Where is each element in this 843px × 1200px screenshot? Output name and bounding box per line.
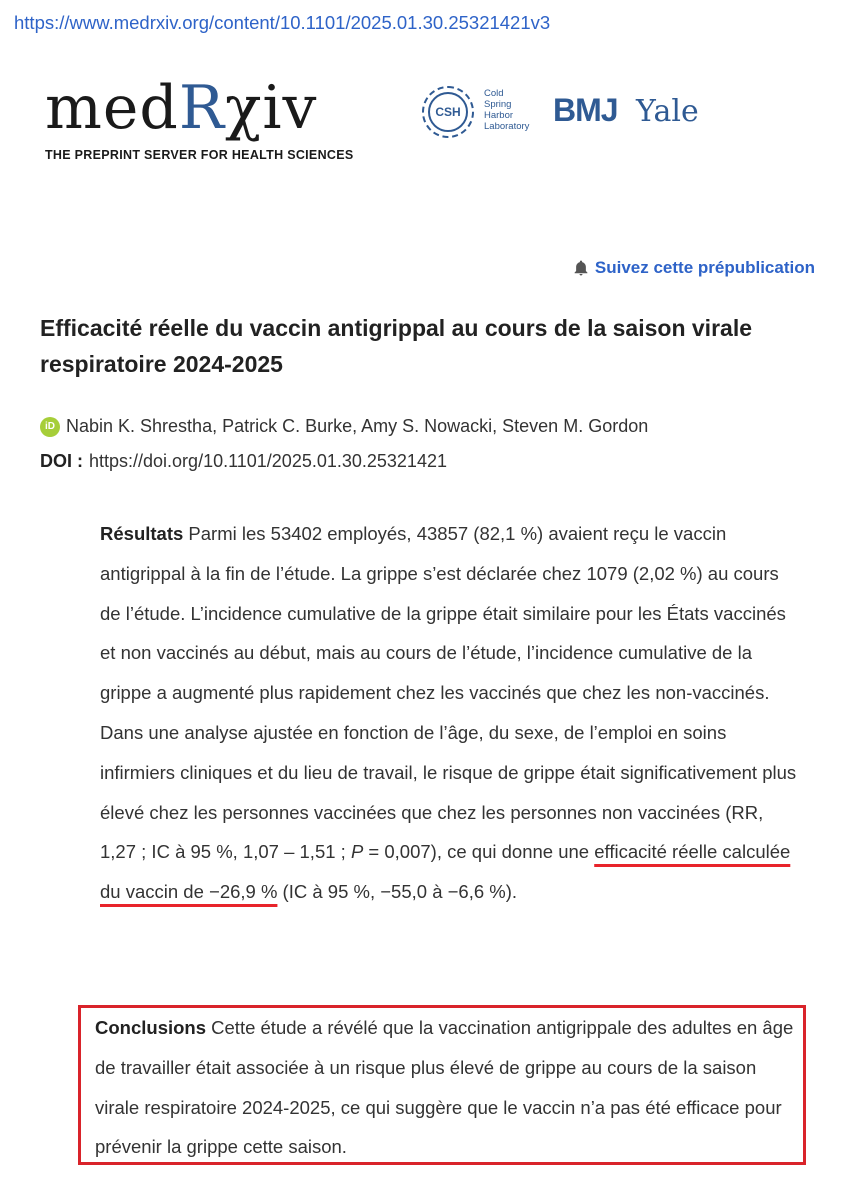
results-text-2: = 0,007), ce qui donne une	[363, 841, 595, 863]
results-heading: Résultats	[100, 523, 184, 544]
csh-name: Cold Spring Harbor Laboratory	[484, 88, 530, 132]
medrxiv-wordmark	[45, 73, 354, 143]
logo-suffix: χiv	[225, 73, 318, 143]
vaccine-effectiveness-highlight: efficacité réelle calculée du vaccin de −26,9 %	[100, 841, 791, 903]
conclusions-paragraph	[95, 1008, 800, 1167]
results-text-3: (IC à 95 %, −55,0 à −6,6 %).	[277, 881, 518, 903]
author-list	[40, 416, 648, 437]
bmj-logo[interactable]: BMJ	[553, 92, 618, 128]
conclusions-text: Cette étude a révélé que la vaccination antigrippale des adultes en âge de travailler était associée à un risque plus élevé de grippe au cours de la saison virale respiratoire 2024-2025, ce qui suggère que le vaccin n’a pas été efficace pour prévenir la grippe cette saison.	[95, 1017, 794, 1158]
logo-prefix: med	[45, 73, 179, 143]
results-text-1: Parmi les 53402 employés, 43857 (82,1 %) avaient reçu le vaccin antigrippal à la fin de l’étude. La grippe s’est déclarée chez 1079 (2,02 %) au cours de l’étude. L’incidence cumulative de la grippe était similaire pour les États vaccinés et non vaccinés au début, mais au cours de l’étude, l’incidence cumulative de la grippe a augmenté plus rapidement chez les vaccinés que chez les non-vaccinés. Dans une analyse ajustée en fonction de l’âge, du sexe, de l’emploi en soins infirmiers cliniques et du lieu de travail, le risque de grippe était significativement plus élevé chez les personnes vaccinées que chez les personnes non vaccinées (RR, 1,27 ; IC à 95 %, 1,07 – 1,51 ;	[100, 523, 797, 863]
logo-tagline: THE PREPRINT SERVER FOR HEALTH SCIENCES	[45, 148, 354, 162]
article-title: Efficacité réelle du vaccin antigrippal au cours de la saison virale respiratoire 2024-2025	[40, 315, 753, 377]
page-url[interactable]: https://www.medrxiv.org/content/10.1101/2025.01.30.25321421v3	[14, 12, 551, 33]
follow-label: Suivez cette prépublication	[594, 258, 815, 277]
doi-line	[40, 451, 447, 472]
csh-logo[interactable]	[422, 82, 540, 142]
doi-link[interactable]: https://doi.org/10.1101/2025.01.30.25321421	[89, 451, 447, 471]
yale-logo[interactable]: Yale	[636, 94, 699, 129]
bell-icon	[572, 259, 590, 277]
csh-emblem	[422, 86, 474, 138]
p-value-label: P	[350, 841, 364, 863]
csh-abbr: CSH	[428, 92, 468, 132]
logo-r: R	[178, 73, 225, 143]
medrxiv-logo[interactable]	[45, 73, 354, 162]
follow-preprint-button[interactable]	[572, 258, 815, 278]
results-paragraph	[100, 514, 800, 912]
conclusions-heading: Conclusions	[95, 1017, 207, 1038]
orcid-icon[interactable]: iD	[40, 417, 60, 437]
doi-label: DOI :	[40, 451, 83, 471]
authors-text[interactable]: Nabin K. Shrestha, Patrick C. Burke, Amy S. Nowacki, Steven M. Gordon	[66, 416, 649, 436]
